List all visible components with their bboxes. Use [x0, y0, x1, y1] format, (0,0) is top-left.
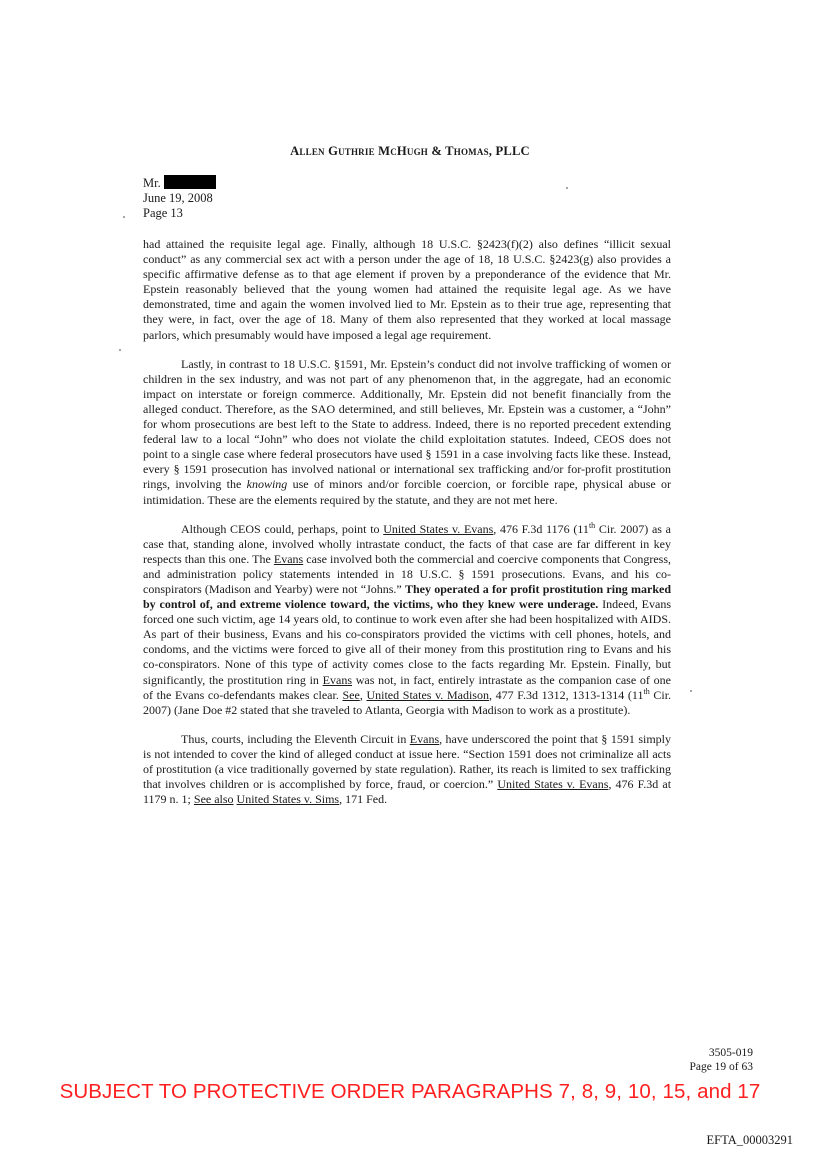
scan-speck: [123, 216, 125, 218]
protective-order-notice: SUBJECT TO PROTECTIVE ORDER PARAGRAPHS 7, 8, 9, 10, 15, and 17: [59, 1080, 761, 1103]
p3-text: case involved both the commercial and coercive components that Congress, and administration policy statements intended in 18 U.S.C. § 1591 prosecutions. Evans, and his co-conspirators (Madison and Yearby) were not “Johns.”: [143, 551, 671, 596]
case-short-name: Evans: [322, 672, 352, 687]
p3-text: Cir. 2007) (Jane Doe #2 stated that she traveled to Atlanta, Georgia with Madison to work as a prostitute).: [143, 687, 672, 717]
case-citation: United States v. Evans: [383, 521, 494, 536]
p3-text: Although CEOS could, perhaps, point to: [181, 521, 380, 536]
p4-text: , have underscored the point that § 1591 simply is not intended to cover the kind of alleged conduct at issue here. “Section 1591 does not criminalize all acts of prostitution (a vice traditionally governed by state regulation). Rather, its reach is limited to sex trafficking that involves children or is accomplished by force, fraud, or coercion.”: [143, 731, 671, 792]
case-citation: United States v. Madison: [366, 687, 489, 702]
page-number: Page 13: [143, 206, 183, 220]
p2-text-a: Lastly, in contrast to 18 U.S.C. §1591, Mr. Epstein’s conduct did not involve trafficking of women or children in the sex industry, and was not part of any phenomenon that, in the aggregate, had an economic impact on interstate or foreign commerce. Additionally, Mr. Epstein did not benefit financially from the alleged conduct. Therefore, as the SAO determined, and still believes, Mr. Epstein was a customer, a “John” for whom prosecutions are best left to the State to address. Indeed, there is no reported precedent extending federal law to a local “John” who does not violate the child exploitation statutes. Indeed, CEOS does not point to a single case where federal prosecutors have used § 1591 in a case involving facts like these. Instead, every § 1591 prosecution has involved national or international sex trafficking and/or for-profit prostitution rings, involving the: [143, 356, 671, 492]
paragraph-2: [143, 357, 671, 508]
case-short-name: Evans: [409, 731, 440, 746]
signal-see: See: [342, 687, 360, 702]
p2-text-b: use of minors and/or forcible coercion, or forcible rape, physical abuse or intimidation. These are the elements required by the statute, and they are not met here.: [143, 477, 672, 507]
p2-emphasis: knowing: [246, 477, 288, 492]
firm-letterhead: Allen Guthrie McHugh & Thomas, PLLC: [290, 144, 530, 158]
recipient-line: [143, 175, 216, 191]
p4-text: Thus, courts, including the Eleventh Circuit in: [181, 731, 407, 746]
letter-body: [143, 237, 671, 821]
superscript: th: [643, 686, 650, 696]
p4-text: , 171 Fed.: [339, 792, 388, 807]
letter-date: June 19, 2008: [143, 191, 213, 205]
paragraph-4: [143, 732, 671, 807]
p3-text: , 477 F.3d 1312, 1313-1314 (11: [488, 687, 644, 702]
p3-text: Indeed, Evans forced one such victim, age 14 years old, to continue to work even after she had been hospitalized with AIDS. As part of their business, Evans and his co-conspirators provided the victims with cell phones, hotels, and condoms, and the victims were forced to give all of their money from this prostitution ring to Evans and his co-conspirators. None of this type of activity comes close to the facts regarding Mr. Epstein. Finally, but significantly, the prostitution ring in: [143, 597, 671, 687]
p4-text: , 476 F.3d at 1179 n. 1;: [143, 777, 672, 807]
signal-see-also: See also: [193, 792, 234, 807]
bates-stamp: [689, 1047, 753, 1074]
superscript: th: [588, 520, 596, 530]
case-short-name: Evans: [273, 551, 304, 566]
scan-speck: [566, 187, 568, 189]
page-of: Page 19 of 63: [689, 1060, 753, 1073]
scan-speck: [690, 690, 692, 692]
paragraph-3: Although CEOS could, perhaps, point to United States v. Evans, 476 F.3d 1176 (11th Cir. 2007) as a case that, standing alone, involved wholly intrastate conduct, the facts of that case are far different in key respects than this one. The Evans case involved both the commercial and coercive components that Congress, and administration policy statements intended in 18 U.S.C. § 1591 prosecutions. Evans, and his co-conspirators (Madison and Yearby) were not “Johns.” They operated a for profit prostitution ring marked by control of, and extreme violence toward, the victims, who they knew were underage. Indeed, Evans forced one such victim, age 14 years old, to continue to work even after she had been hospitalized with AIDS. As part of their business, Evans and his co-conspirators provided the victims with cell phones, hotels, and condoms, and the victims were forced to give all of their money from this prostitution ring to Evans and his co-conspirators. None of this type of activity comes close to the facts regarding Mr. Epstein. Finally, but significantly, the prostitution ring in Evans was not, in fact, entirely intrastate as the companion case of one of the Evans co-defendants makes clear. See, United States v. Madison, 477 F.3d 1312, 1313-1314 (11th Cir. 2007) (Jane Doe #2 stated that she traveled to Atlanta, Georgia with Madison to work as a prostitute).: [143, 520, 672, 717]
doc-id: 3505-019: [708, 1047, 753, 1059]
redaction-box: [164, 175, 216, 189]
p3-text: , 476 F.3d 1176 (11: [493, 521, 589, 536]
scan-speck: [119, 349, 121, 351]
case-citation: United States v. Evans: [497, 777, 609, 792]
efta-number: EFTA_00003291: [706, 1133, 793, 1147]
p3-text: Cir. 2007) as a case that, standing alone, involved wholly intrastate conduct, the facts of that case are far different in key respects than this one. The: [143, 521, 672, 566]
bold-statement: They operated a for profit prostitution ring marked by control of, and extreme violence toward, the victims, who they knew were underage.: [143, 581, 672, 612]
salutation: Mr.: [143, 176, 161, 190]
paragraph-1: had attained the requisite legal age. Finally, although 18 U.S.C. §2423(f)(2) also defines “illicit sexual conduct” as any commercial sex act with a person under the age of 18, 18 U.S.C. §2423(g) also provides a specific affirmative defense as to that age element if proven by a preponderance of the evidence that Mr. Epstein reasonably believed that the young women had attained the requisite legal age. As we have demonstrated, time and again the women involved lied to Mr. Epstein as to their true age, representing that they were, in fact, over the age of 18. Many of them also represented that they worked at local massage parlors, which presumably would have imposed a legal age requirement.: [143, 237, 671, 342]
letter-meta: [143, 175, 216, 221]
case-citation: United States v. Sims: [236, 792, 340, 807]
p3-text: was not, in fact, entirely intrastate as the companion case of one of the Evans co-defendants makes clear.: [143, 672, 672, 702]
